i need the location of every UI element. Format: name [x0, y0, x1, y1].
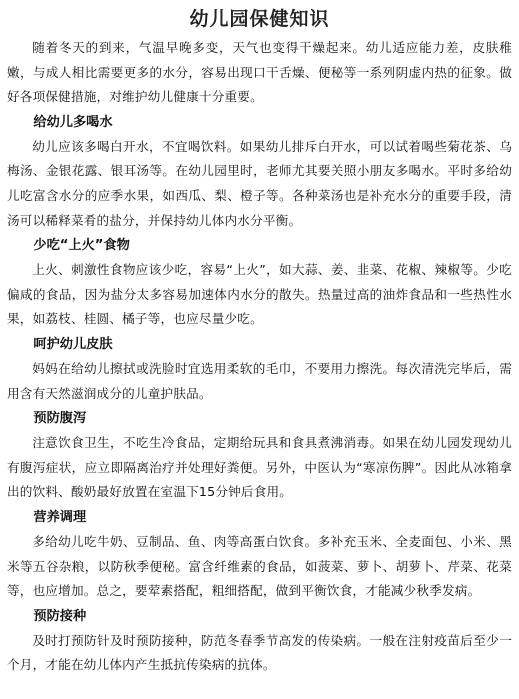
section-body-nutrition: 多给幼儿吃牛奶、豆制品、鱼、肉等高蛋白饮食。多补充玉米、全麦面包、小米、黑米等五谷杂粮，以防秋季便秘。富含纤维素的食品，如菠菜、萝卜、胡萝卜、芹菜、花菜等，也应增加。总之，要荤素搭配，粗细搭配，做到平衡饮食，才能减少秋季发病。: [7, 533, 512, 599]
section-heading-prevent-diarrhea: 预防腹泻: [33, 411, 87, 427]
section-body-avoid-heaty-food: 上火、刺激性食物应该少吃，容易“上火”，如大蒜、姜、韭菜、花椒、辣椒等。少吃偏咸的食品，因为盐分太多容易加速体内水分的散失。热量过高的油炸食品和一些热性水果，如荔枝、桂圆、橘子等，也应尽量少吃。: [7, 262, 512, 327]
section-heading-skin-care: 呵护幼儿皮肤: [33, 336, 113, 352]
section-body-vaccination: 及时打预防针及时预防接种，防范冬春季节高发的传染病。一般在注射疫苗后至少一个月，才能在幼儿体内产生抵抗传染病的抗体。: [7, 632, 512, 673]
section-heading-drink-water: 给幼儿多喝水: [33, 114, 113, 130]
intro-paragraph: 随着冬天的到来，气温早晚多变，天气也变得干燥起来。幼儿适应能力差，皮肤稚嫩，与成人相比需要更多的水分，容易出现口干舌燥、便秘等一系列阴虚内热的征象。做好各项保健措施，对维护幼儿健康十分重要。: [7, 40, 512, 105]
section-body-prevent-diarrhea: 注意饮食卫生，不吃生冷食品，定期给玩具和食具煮沸消毒。如果在幼儿园发现幼儿有腹泻症状，应立即隔离治疗并处理好粪便。另外，中医认为“寒凉伤脾”。因此从冰箱拿出的饮料、酸奶最好放置在室温下15分钟后食用。: [7, 435, 512, 500]
section-body-drink-water: 幼儿应该多喝白开水，不宜喝饮料。如果幼儿排斥白开水，可以试着喝些菊花茶、乌梅汤、金银花露、银耳汤等。在幼儿园里时，老师尤其要关照小朋友多喝水。平时多给幼儿吃富含水分的应季水果，如西瓜、梨、橙子等。各种菜汤也是补充水分的重要手段，清汤可以稀释菜肴的盐分，并保持幼儿体内水分平衡。: [7, 138, 512, 228]
section-heading-vaccination: 预防接种: [33, 608, 87, 624]
section-heading-avoid-heaty-food: 少吃“上火”食物: [33, 238, 130, 254]
document-title: 幼儿园保健知识: [189, 8, 330, 30]
section-heading-nutrition: 营养调理: [33, 509, 87, 525]
section-body-skin-care: 妈妈在给幼儿擦拭或洗脸时宜选用柔软的毛巾，不要用力擦洗。每次清洗完毕后，需用含有天然滋润成分的儿童护肤品。: [7, 360, 512, 401]
